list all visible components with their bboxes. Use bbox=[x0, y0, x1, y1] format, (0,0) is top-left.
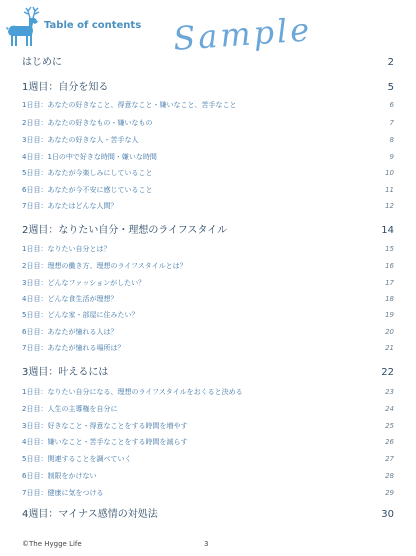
toc-entry-page: 19 bbox=[385, 311, 394, 319]
toc-entry-label: 7日目：あなたが憧れる場所は？ bbox=[22, 344, 125, 352]
toc-entry-label: 6日目：あなたが憧れる人は？ bbox=[22, 328, 118, 336]
toc-entry-page: 27 bbox=[385, 455, 394, 463]
toc-day-entry[interactable] bbox=[22, 437, 394, 447]
toc-day-entry[interactable] bbox=[22, 310, 394, 320]
toc-entry-label: 7日目：健康に気をつける bbox=[22, 489, 104, 497]
sample-watermark: Sample bbox=[172, 10, 314, 58]
toc-entry-page: 26 bbox=[385, 438, 394, 446]
toc-day-entry[interactable] bbox=[22, 185, 394, 195]
toc-day-entry[interactable] bbox=[22, 135, 394, 145]
toc-entry-page: 9 bbox=[389, 153, 394, 161]
toc-entry-page: 12 bbox=[385, 202, 394, 210]
toc-day-entry[interactable] bbox=[22, 278, 394, 288]
toc-entry-page: 16 bbox=[385, 262, 394, 270]
toc-entry-label: 3日目：好きなこと・得意なことをする時間を増やす bbox=[22, 422, 188, 430]
toc-title: Table of contents bbox=[44, 20, 142, 31]
toc-section-entry[interactable] bbox=[22, 505, 394, 520]
toc-day-entry[interactable] bbox=[22, 118, 394, 128]
toc-entry-label: 2日目：人生の主導権を自分に bbox=[22, 405, 118, 413]
toc-entry-label: 4週目：マイナス感情の対処法 bbox=[22, 509, 158, 520]
toc-entry-page: 14 bbox=[381, 225, 394, 236]
toc-entry-label: 5日目：あなたが今楽しみにしていること bbox=[22, 169, 153, 177]
toc-entry-page: 10 bbox=[385, 169, 394, 177]
footer-page-number: 3 bbox=[204, 540, 209, 548]
toc-entry-page: 15 bbox=[385, 245, 394, 253]
toc-entry-page: 2 bbox=[387, 57, 394, 68]
toc-entry-label: 4日目：どんな食生活が理想？ bbox=[22, 295, 118, 303]
toc-day-entry[interactable] bbox=[22, 244, 394, 254]
toc-entry-label: 5日目：関連することを調べていく bbox=[22, 455, 132, 463]
toc-entry-page: 22 bbox=[381, 367, 394, 378]
toc-entry-label: 1日目：なりたい自分になる、理想のライフスタイルをおくると決める bbox=[22, 388, 243, 396]
toc-entry-page: 25 bbox=[385, 422, 394, 430]
toc-entry-page: 8 bbox=[389, 136, 394, 144]
toc-day-entry[interactable] bbox=[22, 343, 394, 353]
toc-entry-label: 6日目：あなたが今不安に感じていること bbox=[22, 186, 153, 194]
toc-entry-page: 11 bbox=[385, 186, 394, 194]
toc-day-entry[interactable] bbox=[22, 294, 394, 304]
toc-entry-label: 1日目：あなたの好きなこと、得意なこと・嫌いなこと、苦手なこと bbox=[22, 101, 237, 109]
toc-entry-label: 5日目：どんな家・部屋に住みたい？ bbox=[22, 311, 139, 319]
toc-entry-label: 4日目：1日の中で好きな時間・嫌いな時間 bbox=[22, 153, 157, 161]
toc-day-entry[interactable] bbox=[22, 168, 394, 178]
toc-entry-label: 2日目：あなたの好きなもの・嫌いなもの bbox=[22, 119, 153, 127]
toc-day-entry[interactable] bbox=[22, 421, 394, 431]
toc-entry-page: 6 bbox=[389, 101, 394, 109]
toc-day-entry[interactable] bbox=[22, 404, 394, 414]
toc-day-entry[interactable] bbox=[22, 100, 394, 110]
toc-entry-label: 3週目：叶えるには bbox=[22, 367, 109, 378]
toc-entry-page: 28 bbox=[385, 472, 394, 480]
toc-section-entry[interactable] bbox=[22, 363, 394, 378]
toc-day-entry[interactable] bbox=[22, 327, 394, 337]
toc-day-entry[interactable] bbox=[22, 488, 394, 498]
toc-entry-page: 23 bbox=[385, 388, 394, 396]
toc-entry-page: 18 bbox=[385, 295, 394, 303]
toc-entry-label: 4日目：嫌いなこと・苦手なことをする時間を減らす bbox=[22, 438, 188, 446]
toc-entry-page: 24 bbox=[385, 405, 394, 413]
toc-entry-label: 1日目：なりたい自分とは？ bbox=[22, 245, 111, 253]
footer-copyright: ©The Hygge Life bbox=[22, 540, 82, 548]
toc-day-entry[interactable] bbox=[22, 152, 394, 162]
toc-entry-label: 7日目：あなたはどんな人間？ bbox=[22, 202, 118, 210]
toc-entry-label: 6日目：制限をかけない bbox=[22, 472, 97, 480]
toc-entry-label: 2週目：なりたい自分・理想のライフスタイル bbox=[22, 225, 228, 236]
toc-day-entry[interactable] bbox=[22, 201, 394, 211]
toc-section-entry[interactable] bbox=[22, 53, 394, 68]
toc-day-entry[interactable] bbox=[22, 387, 394, 397]
toc-entry-page: 21 bbox=[385, 344, 394, 352]
toc-day-entry[interactable] bbox=[22, 471, 394, 481]
toc-entry-label: 1週目：自分を知る bbox=[22, 82, 109, 93]
toc-entry-page: 17 bbox=[385, 279, 394, 287]
toc-entry-label: 2日目：理想の働き方、理想のライフスタイルとは？ bbox=[22, 262, 187, 270]
toc-entry-page: 30 bbox=[381, 509, 394, 520]
toc-entry-page: 29 bbox=[385, 489, 394, 497]
toc-entry-label: 3日目：あなたの好きな人・苦手な人 bbox=[22, 136, 139, 144]
toc-entry-label: 3日目：どんなファッションがしたい？ bbox=[22, 279, 146, 287]
toc-entry-page: 20 bbox=[385, 328, 394, 336]
toc-entry-page: 5 bbox=[387, 82, 394, 93]
toc-section-entry[interactable] bbox=[22, 221, 394, 236]
toc-entry-page: 7 bbox=[389, 119, 394, 127]
deer-logo-icon bbox=[2, 6, 42, 48]
toc-day-entry[interactable] bbox=[22, 261, 394, 271]
toc-section-entry[interactable] bbox=[22, 78, 394, 93]
toc-entry-label: はじめに bbox=[22, 57, 62, 68]
toc-day-entry[interactable] bbox=[22, 454, 394, 464]
